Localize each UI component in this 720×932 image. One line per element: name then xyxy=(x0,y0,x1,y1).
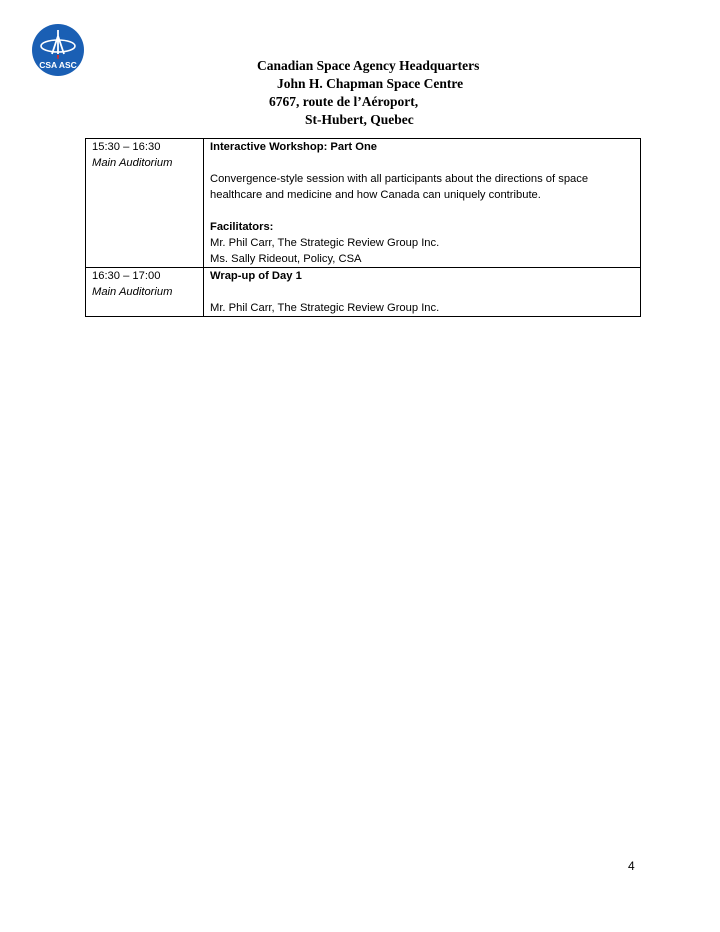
facilitator: Ms. Sally Rideout, Policy, CSA xyxy=(210,253,362,265)
time-cell xyxy=(86,268,204,317)
facilitator: Mr. Phil Carr, The Strategic Review Group Inc. xyxy=(210,302,440,314)
schedule-table xyxy=(85,138,641,317)
header-building: John H. Chapman Space Centre xyxy=(277,76,464,91)
table-row xyxy=(86,268,641,317)
session-title: Interactive Workshop: Part One xyxy=(210,141,378,153)
logo-text: CSA ASC xyxy=(39,60,77,70)
csa-asc-logo xyxy=(32,24,84,76)
facilitator: Mr. Phil Carr, The Strategic Review Group Inc. xyxy=(210,237,440,249)
time-cell xyxy=(86,139,204,268)
details-cell xyxy=(204,268,641,317)
session-location: Main Auditorium xyxy=(92,157,173,169)
facilitators-label: Facilitators: xyxy=(210,221,274,233)
page-number: 4 xyxy=(628,859,635,873)
session-time: 16:30 – 17:00 xyxy=(92,270,161,282)
header-street: 6767, route de l’Aéroport, xyxy=(269,94,419,109)
session-time: 15:30 – 16:30 xyxy=(92,141,161,153)
session-location: Main Auditorium xyxy=(92,286,173,298)
details-cell xyxy=(204,139,641,268)
header-organization: Canadian Space Agency Headquarters xyxy=(257,58,480,73)
header-city: St-Hubert, Quebec xyxy=(305,112,414,127)
table-row xyxy=(86,139,641,268)
session-title: Wrap-up of Day 1 xyxy=(210,270,302,282)
session-description: Convergence-style session with all participants about the directions of space healthcare and medicine and how Canada can uniquely contribute. xyxy=(210,173,589,201)
